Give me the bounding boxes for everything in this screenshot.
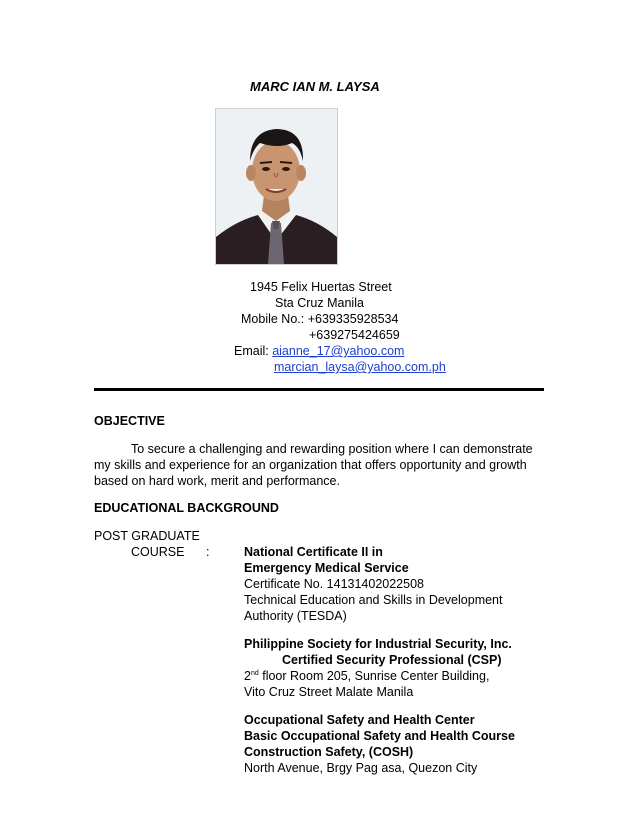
email-label: Email: xyxy=(234,344,273,358)
section-divider xyxy=(94,388,544,391)
email-link-1[interactable]: aianne_17@yahoo.com xyxy=(272,344,405,358)
post-graduate-label: POST GRADUATE xyxy=(94,529,200,543)
mobile-line xyxy=(241,312,398,326)
course-label: COURSE xyxy=(131,545,185,559)
address-line-2: Sta Cruz Manila xyxy=(275,296,364,310)
entry2-floor-suffix: nd xyxy=(250,669,259,677)
entry2-title-1: Philippine Society for Industrial Security, Inc. xyxy=(244,637,512,651)
email-line xyxy=(234,344,404,358)
entry1-line-1: Certificate No. 14131402022508 xyxy=(244,577,424,591)
objective-heading: OBJECTIVE xyxy=(94,414,165,428)
mobile-label: Mobile No.: xyxy=(241,312,308,326)
entry3-title-1: Occupational Safety and Health Center xyxy=(244,713,475,727)
profile-photo-icon xyxy=(216,109,337,264)
objective-line-2: my skills and experience for an organization that offers opportunity and growth xyxy=(94,458,527,472)
profile-photo xyxy=(215,108,338,265)
entry3-title-3: Construction Safety, (COSH) xyxy=(244,745,414,759)
mobile-number-1: +639335928534 xyxy=(307,312,399,326)
entry1-title-2: Emergency Medical Service xyxy=(244,561,409,575)
education-heading: EDUCATIONAL BACKGROUND xyxy=(94,501,279,515)
entry2-line-1 xyxy=(244,669,489,683)
entry2-title-2: Certified Security Professional (CSP) xyxy=(282,653,502,667)
address-line-1: 1945 Felix Huertas Street xyxy=(250,280,392,294)
entry1-title-1: National Certificate II in xyxy=(244,545,383,559)
email-link-2[interactable]: marcian_laysa@yahoo.com.ph xyxy=(274,360,446,374)
mobile-number-2: +639275424659 xyxy=(309,328,400,342)
course-colon: : xyxy=(206,545,210,559)
objective-line-3: based on hard work, merit and performance. xyxy=(94,474,340,488)
entry1-line-3: Authority (TESDA) xyxy=(244,609,347,623)
entry3-line-1: North Avenue, Brgy Pag asa, Quezon City xyxy=(244,761,478,775)
entry2-floor-number: 2 xyxy=(244,669,251,683)
entry3-title-2: Basic Occupational Safety and Health Course xyxy=(244,729,515,743)
entry2-line-2: Vito Cruz Street Malate Manila xyxy=(244,685,414,699)
applicant-name: MARC IAN M. LAYSA xyxy=(250,79,380,94)
objective-line-1: To secure a challenging and rewarding position where I can demonstrate xyxy=(131,442,533,456)
entry1-line-2: Technical Education and Skills in Development xyxy=(244,593,503,607)
entry2-floor-rest: floor Room 205, Sunrise Center Building, xyxy=(258,669,490,683)
